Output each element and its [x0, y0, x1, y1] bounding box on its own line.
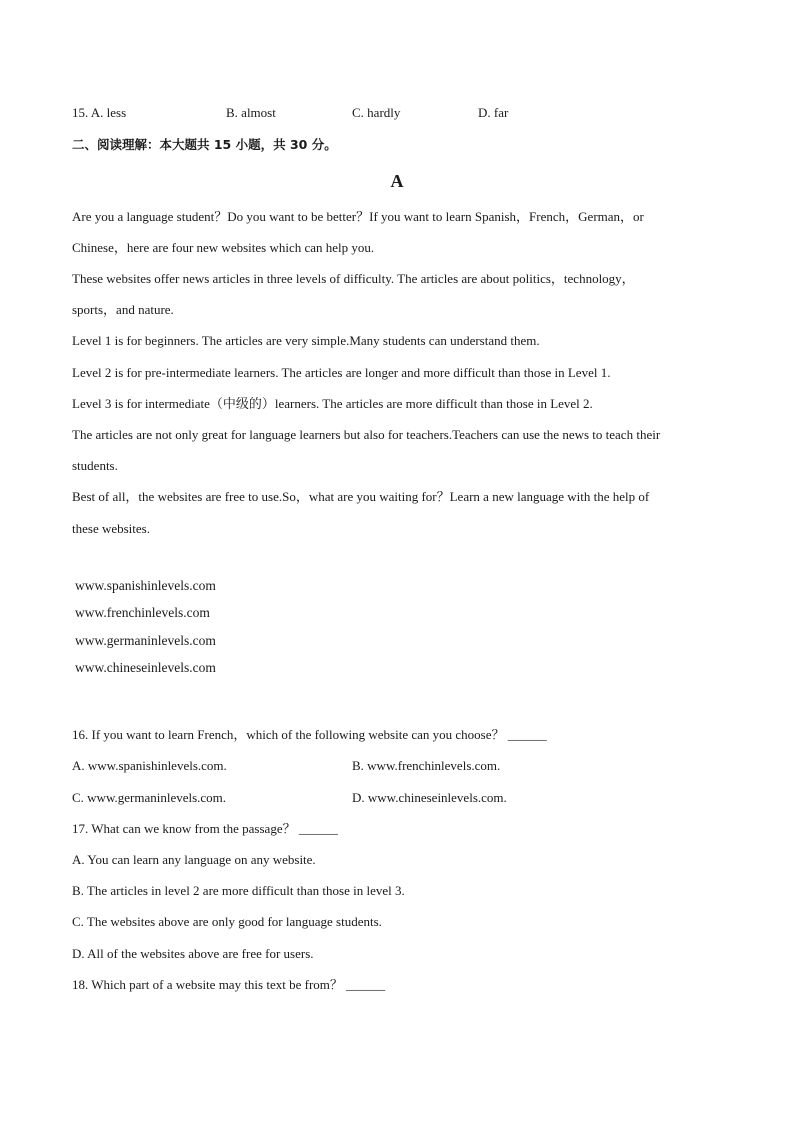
q16-option-d: D. www.chineseinlevels.com. [352, 790, 507, 805]
q17-option-a: A. You can learn any language on any website. [72, 852, 316, 867]
website-url: www.germaninlevels.com [75, 633, 216, 648]
q17-option-b: B. The articles in level 2 are more difficult than those in level 3. [72, 883, 405, 898]
section-heading: 二、阅读理解：本大题共 15 小题，共 30 分。 [72, 137, 337, 152]
q16-option-b: B. www.frenchinlevels.com. [352, 758, 501, 773]
passage-title: A [390, 171, 404, 191]
passage-line: students. [72, 458, 118, 473]
q15-option-a: 15. A. less [72, 105, 127, 120]
q18-stem: 18. Which part of a website may this text be from？ ______ [72, 977, 386, 992]
passage-line: These websites offer news articles in three levels of difficulty. The articles are about politics，technology， [72, 271, 635, 286]
website-url: www.chineseinlevels.com [75, 660, 216, 675]
q15-option-b: B. almost [226, 105, 276, 120]
q17-stem: 17. What can we know from the passage？ ______ [72, 821, 338, 836]
passage-line: Are you a language student？Do you want to be better？If you want to learn Spanish，French，German，or [72, 209, 644, 224]
q16-option-a: A. www.spanishinlevels.com. [72, 758, 227, 773]
passage-line: Best of all，the websites are free to use.So，what are you waiting for？Learn a new language with the help of [72, 489, 650, 504]
q15-option-d: D. far [478, 105, 509, 120]
website-url: www.frenchinlevels.com [75, 605, 210, 620]
q16-stem: 16. If you want to learn French，which of the following website can you choose？ ______ [72, 727, 547, 742]
q17-option-d: D. All of the websites above are free for users. [72, 946, 314, 961]
passage-line: Level 2 is for pre-intermediate learners. The articles are longer and more difficult than those in Level 1. [72, 365, 611, 380]
q17-option-c: C. The websites above are only good for language students. [72, 914, 382, 929]
passage-line: these websites. [72, 521, 150, 536]
q16-option-c: C. www.germaninlevels.com. [72, 790, 227, 805]
passage-line: The articles are not only great for language learners but also for teachers.Teachers can use the news to teach their [72, 427, 661, 442]
passage-line: Level 1 is for beginners. The articles are very simple.Many students can understand them. [72, 333, 540, 348]
website-url: www.spanishinlevels.com [75, 578, 216, 593]
passage-line: Level 3 is for intermediate（中级的）learners. The articles are more difficult than those in Level 2. [72, 396, 593, 411]
passage-line: Chinese，here are four new websites which can help you. [72, 240, 375, 255]
passage-line: sports，and nature. [72, 302, 174, 317]
q15-option-c: C. hardly [352, 105, 401, 120]
